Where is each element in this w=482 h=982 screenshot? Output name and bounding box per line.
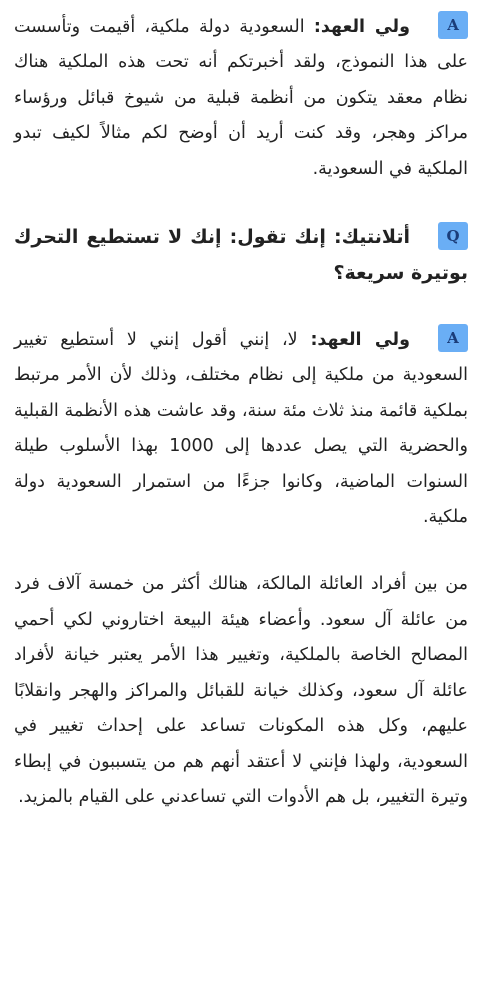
speaker-label: أتلانتيك: <box>333 226 410 249</box>
speaker-label: ولي العهد: <box>313 17 411 37</box>
answer-text: لا، إنني أقول إنني لا أستطيع تغيير السعودية من ملكية إلى نظام مختلف، وذلك لأن الأمر مرتبط بملكية قائمة منذ ثلاث مئة سنة، وقد عاشت هذه الأنظمة القبلية والحضرية التي يصل عددها إلى 1000 بهذا الأسلوب طيلة السنوات الماضية، وكانوا جزءًا من استمرار السعودية دولة ملكية. <box>14 330 468 528</box>
question-text: إنك تقول: إنك لا تستطيع التحرك بوتيرة سريعة؟ <box>14 226 468 285</box>
body-paragraph: من بين أفراد العائلة المالكة، هنالك أكثر من خمسة آلاف فرد من عائلة آل سعود. وأعضاء هيئة البيعة اختاروني لكي أحمي المصالح الخاصة بالملكية، وتغيير هذا الأمر يعتبر خيانة لأفراد عائلة آل سعود، وكذلك خيانة للقبائل والمراكز والهجر وانقلابًا عليهم، وكل هذه المكونات تساعد على إحداث تغيير في السعودية، ولهذا فإنني لا أعتقد أنهم هم من يتسببون في إبطاء وتيرة التغيير، بل هم الأدوات التي تساعدني على القيام بالمزيد. <box>14 574 468 807</box>
question-badge: Q <box>438 222 468 250</box>
answer-block <box>14 323 468 535</box>
answer-text: السعودية دولة ملكية، أقيمت وتأسست على هذا النموذج، ولقد أخبرتكم أنه تحت هذه الملكية هناك نظام معقد يتكون من أنظمة قبلية من شيوخ قبائل ورؤساء مراكز وهجر، وقد كنت أريد أن أوضح لكم مثالاً لكيف تبدو الملكية في السعودية. <box>14 17 468 179</box>
question-block <box>14 219 468 291</box>
answer-badge: A <box>438 324 468 352</box>
answer-badge: A <box>438 11 468 39</box>
speaker-label: ولي العهد: <box>310 330 410 351</box>
answer-block <box>14 10 468 187</box>
